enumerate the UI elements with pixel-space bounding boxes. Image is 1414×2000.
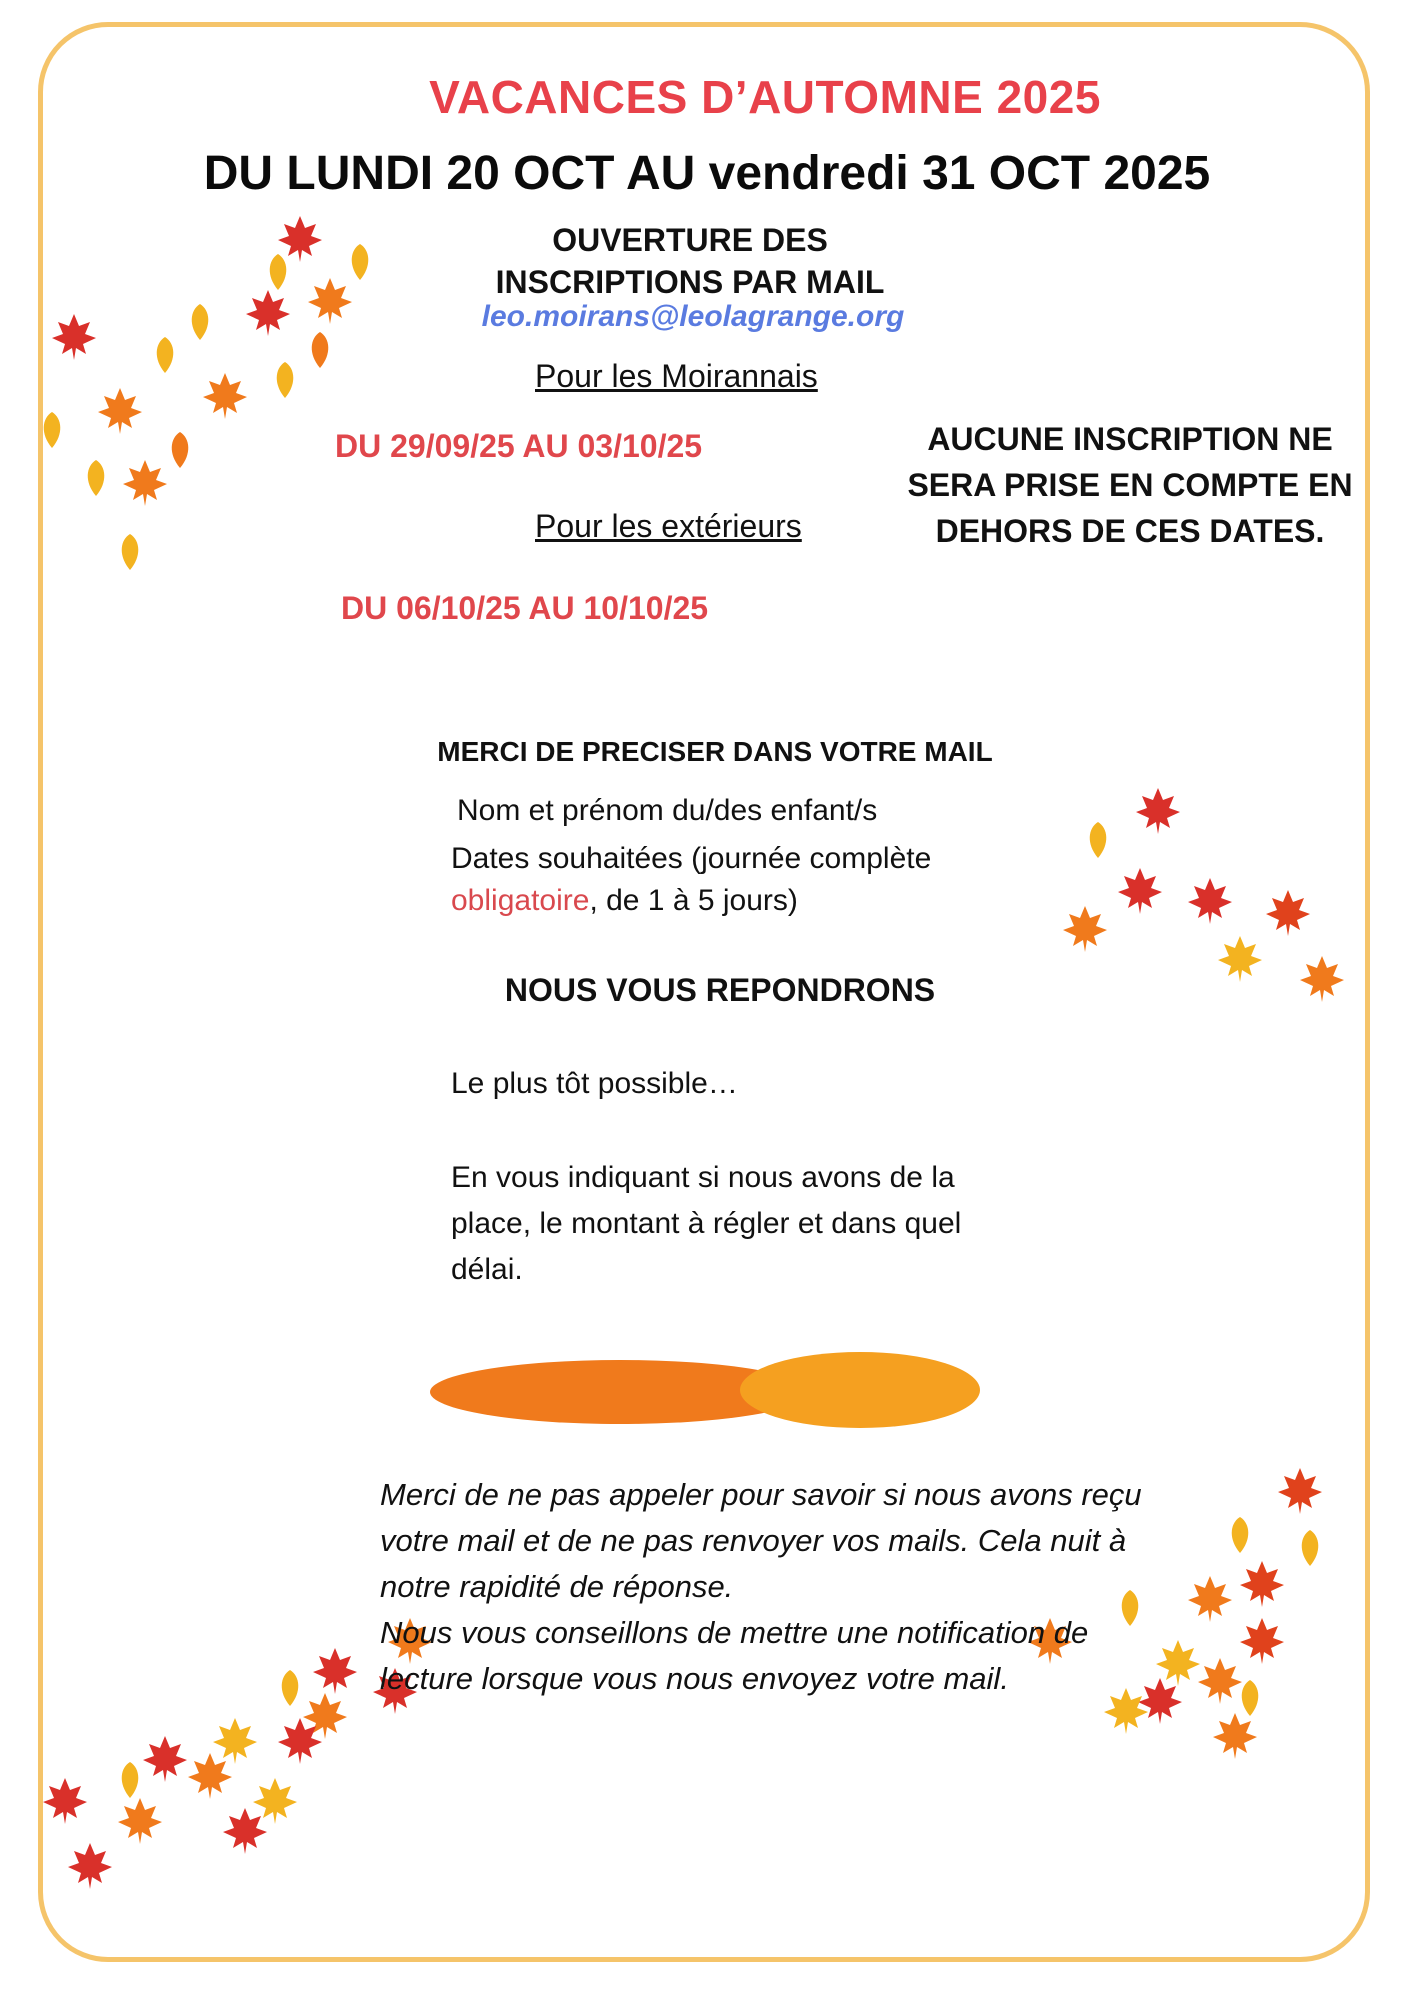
residents-dates: DU 29/09/25 AU 03/10/25 — [335, 428, 703, 464]
email-address[interactable]: leo.moirans@leolagrange.org — [481, 300, 905, 333]
response-line-soon: Le plus tôt possible… — [451, 1067, 738, 1100]
residents-label: Pour les Moirannais — [535, 358, 818, 394]
registration-heading-line2: INSCRIPTIONS PAR MAIL — [495, 264, 885, 300]
outsiders-dates: DU 06/10/25 AU 10/10/25 — [341, 590, 709, 626]
footer-note-para1: Merci de ne pas appeler pour savoir si nous avons reçu votre mail et de ne pas renvoyer vos mails. Cela nuit à notre rapidité de réponse. — [380, 1477, 1142, 1604]
leaves-right-middle-icon — [1063, 788, 1344, 1002]
request-item-dates-continued — [451, 880, 798, 922]
request-item-dates: Dates souhaitées (journée complète — [451, 842, 932, 875]
outsiders-label: Pour les extérieurs — [535, 508, 802, 544]
response-heading: NOUS VOUS REPONDRONS — [504, 972, 936, 1008]
request-item-dates-end: , de 1 à 5 jours) — [589, 884, 798, 917]
response-line-details: En vous indiquant si nous avons de la place, le montant à régler et dans quel délai. — [451, 1161, 962, 1286]
mandatory-word: obligatoire — [451, 884, 590, 917]
page-title: VACANCES D’AUTOMNE 2025 — [429, 71, 1101, 123]
request-item-names: Nom et prénom du/des enfant/s — [457, 794, 878, 827]
registration-heading-line1: OUVERTURE DES — [552, 222, 828, 258]
request-heading: MERCI DE PRECISER DANS VOTRE MAIL — [437, 736, 993, 767]
leaves-bottom-left-icon — [43, 1618, 432, 1889]
footer-note-para2: Nous vous conseillons de mettre une notification de lecture lorsque vous nous envoyez votre mail. — [380, 1615, 1089, 1696]
holiday-period: DU LUNDI 20 OCT AU vendredi 31 OCT 2025 — [203, 147, 1211, 200]
footer-note — [380, 1472, 1180, 1702]
registration-warning: AUCUNE INSCRIPTION NE SERA PRISE EN COMPTE EN DEHORS DE CES DATES. — [907, 421, 1353, 549]
